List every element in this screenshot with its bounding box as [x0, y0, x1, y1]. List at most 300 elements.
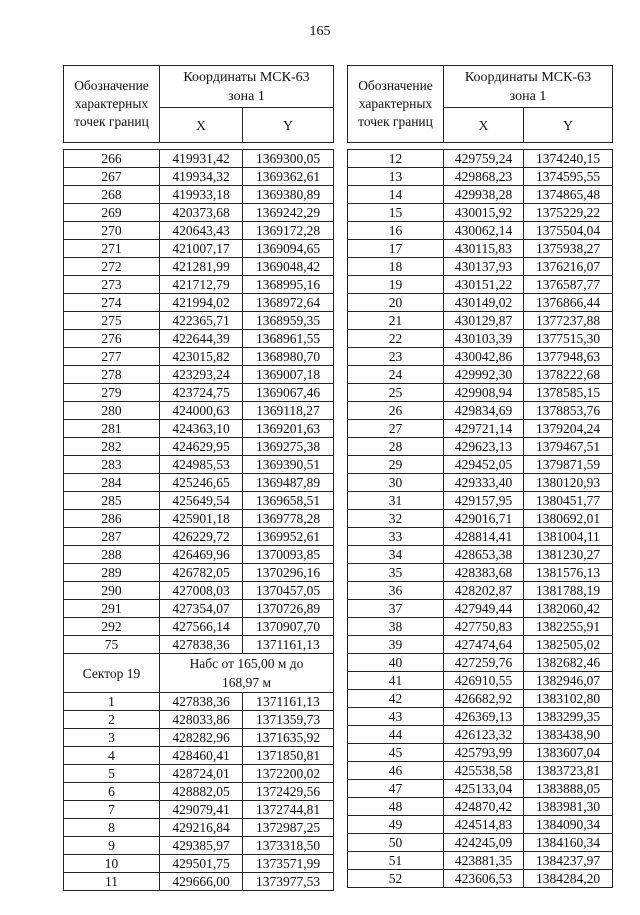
y-coordinate-cell: 1381788,19 [524, 582, 613, 600]
point-id-cell: 291 [64, 600, 160, 618]
y-coordinate-cell: 1375938,27 [524, 240, 613, 258]
y-coordinate-cell: 1376866,44 [524, 294, 613, 312]
y-coordinate-cell: 1369390,51 [243, 456, 334, 474]
table-row [348, 564, 613, 582]
point-id-cell: 29 [348, 456, 444, 474]
y-coordinate-cell: 1376587,77 [524, 276, 613, 294]
table-row [348, 672, 613, 690]
page-number: 165 [309, 24, 331, 39]
point-id-cell: 16 [348, 222, 444, 240]
x-coordinate-cell: 429501,75 [160, 855, 243, 873]
x-coordinate-cell: 429721,14 [444, 420, 524, 438]
point-id-cell: 7 [64, 801, 160, 819]
x-coordinate-cell: 423606,53 [444, 870, 524, 888]
x-coordinate-cell: 428653,38 [444, 546, 524, 564]
y-coordinate-cell: 1384284,20 [524, 870, 613, 888]
point-id-cell: 3 [64, 729, 160, 747]
table-row [348, 816, 613, 834]
header-y: Y [524, 108, 613, 143]
table-row [348, 834, 613, 852]
x-coordinate-cell: 429908,94 [444, 384, 524, 402]
y-coordinate-cell: 1368959,35 [243, 312, 334, 330]
x-coordinate-cell: 430015,92 [444, 204, 524, 222]
x-coordinate-cell: 429216,84 [160, 819, 243, 837]
y-coordinate-cell: 1378222,68 [524, 366, 613, 384]
y-coordinate-cell: 1382946,07 [524, 672, 613, 690]
x-coordinate-cell: 427838,36 [160, 636, 243, 654]
point-id-cell: 39 [348, 636, 444, 654]
table-row [348, 870, 613, 888]
y-coordinate-cell: 1384237,97 [524, 852, 613, 870]
point-id-cell: 285 [64, 492, 160, 510]
point-id-cell: 30 [348, 474, 444, 492]
table-row [348, 150, 613, 168]
table-row [348, 852, 613, 870]
y-coordinate-cell: 1379467,51 [524, 438, 613, 456]
x-coordinate-cell: 429938,28 [444, 186, 524, 204]
table-row [348, 510, 613, 528]
point-id-cell: 19 [348, 276, 444, 294]
table-row [348, 168, 613, 186]
y-coordinate-cell: 1374865,48 [524, 186, 613, 204]
x-coordinate-cell: 430103,39 [444, 330, 524, 348]
y-coordinate-cell: 1372744,81 [243, 801, 334, 819]
y-coordinate-cell: 1369118,27 [243, 402, 334, 420]
y-coordinate-cell: 1378585,15 [524, 384, 613, 402]
point-id-cell: 272 [64, 258, 160, 276]
x-coordinate-cell: 424629,95 [160, 438, 243, 456]
x-coordinate-cell: 419931,42 [160, 150, 243, 168]
x-coordinate-cell: 426229,72 [160, 528, 243, 546]
x-coordinate-cell: 430129,87 [444, 312, 524, 330]
point-id-cell: 2 [64, 711, 160, 729]
x-coordinate-cell: 421281,99 [160, 258, 243, 276]
x-coordinate-cell: 424363,10 [160, 420, 243, 438]
point-id-cell: 22 [348, 330, 444, 348]
point-id-cell: 5 [64, 765, 160, 783]
table-row [64, 819, 334, 837]
point-id-cell: 34 [348, 546, 444, 564]
point-id-cell: 292 [64, 618, 160, 636]
point-id-cell: 35 [348, 564, 444, 582]
table-row [64, 438, 334, 456]
point-id-cell: 45 [348, 744, 444, 762]
y-coordinate-cell: 1369172,28 [243, 222, 334, 240]
y-coordinate-cell: 1380692,01 [524, 510, 613, 528]
x-coordinate-cell: 429333,40 [444, 474, 524, 492]
y-coordinate-cell: 1373571,99 [243, 855, 334, 873]
table-row [64, 492, 334, 510]
x-coordinate-cell: 423724,75 [160, 384, 243, 402]
header-point-label: Обозначение характерных точек границ [64, 66, 160, 143]
table-row [64, 837, 334, 855]
y-coordinate-cell: 1382255,91 [524, 618, 613, 636]
y-coordinate-cell: 1369094,65 [243, 240, 334, 258]
table-row [64, 186, 334, 204]
point-id-cell: 282 [64, 438, 160, 456]
table-row [348, 762, 613, 780]
y-coordinate-cell: 1372987,25 [243, 819, 334, 837]
x-coordinate-cell: 420643,43 [160, 222, 243, 240]
table-row [64, 474, 334, 492]
point-id-cell: 27 [348, 420, 444, 438]
coordinates-table-right [347, 65, 613, 888]
point-id-cell: 51 [348, 852, 444, 870]
x-coordinate-cell: 426369,13 [444, 708, 524, 726]
y-coordinate-cell: 1370093,85 [243, 546, 334, 564]
x-coordinate-cell: 429868,23 [444, 168, 524, 186]
y-coordinate-cell: 1369487,89 [243, 474, 334, 492]
table-row [348, 744, 613, 762]
y-coordinate-cell: 1371161,13 [243, 693, 334, 711]
table-row [64, 546, 334, 564]
x-coordinate-cell: 429992,30 [444, 366, 524, 384]
y-coordinate-cell: 1369275,38 [243, 438, 334, 456]
table-row [64, 312, 334, 330]
x-coordinate-cell: 423881,35 [444, 852, 524, 870]
table-row [64, 636, 334, 654]
y-coordinate-cell: 1382682,46 [524, 654, 613, 672]
table-row [348, 690, 613, 708]
point-id-cell: 40 [348, 654, 444, 672]
point-id-cell: 290 [64, 582, 160, 600]
point-id-cell: 48 [348, 798, 444, 816]
y-coordinate-cell: 1371161,13 [243, 636, 334, 654]
point-id-cell: 284 [64, 474, 160, 492]
y-coordinate-cell: 1368972,64 [243, 294, 334, 312]
point-id-cell: 52 [348, 870, 444, 888]
x-coordinate-cell: 423293,24 [160, 366, 243, 384]
y-coordinate-cell: 1374595,55 [524, 168, 613, 186]
point-id-cell: 15 [348, 204, 444, 222]
x-coordinate-cell: 429759,24 [444, 150, 524, 168]
table-row [64, 420, 334, 438]
table-row [64, 510, 334, 528]
x-coordinate-cell: 427008,03 [160, 582, 243, 600]
x-coordinate-cell: 425246,65 [160, 474, 243, 492]
table-row [64, 528, 334, 546]
y-coordinate-cell: 1383438,90 [524, 726, 613, 744]
y-coordinate-cell: 1375229,22 [524, 204, 613, 222]
point-id-cell: 14 [348, 186, 444, 204]
point-id-cell: 289 [64, 564, 160, 582]
x-coordinate-cell: 428724,01 [160, 765, 243, 783]
point-id-cell: 266 [64, 150, 160, 168]
x-coordinate-cell: 430149,02 [444, 294, 524, 312]
point-id-cell: 75 [64, 636, 160, 654]
table-row [64, 600, 334, 618]
y-coordinate-cell: 1379871,59 [524, 456, 613, 474]
x-coordinate-cell: 419934,32 [160, 168, 243, 186]
table-row [348, 492, 613, 510]
sector-note: Набс от 165,00 м до 168,97 м [160, 654, 334, 693]
y-coordinate-cell: 1376216,07 [524, 258, 613, 276]
y-coordinate-cell: 1369778,28 [243, 510, 334, 528]
y-coordinate-cell: 1375504,04 [524, 222, 613, 240]
point-id-cell: 50 [348, 834, 444, 852]
y-coordinate-cell: 1373318,50 [243, 837, 334, 855]
y-coordinate-cell: 1372429,56 [243, 783, 334, 801]
x-coordinate-cell: 425793,99 [444, 744, 524, 762]
table-row [64, 873, 334, 891]
x-coordinate-cell: 422644,39 [160, 330, 243, 348]
x-coordinate-cell: 421007,17 [160, 240, 243, 258]
y-coordinate-cell: 1369242,29 [243, 204, 334, 222]
x-coordinate-cell: 425901,18 [160, 510, 243, 528]
x-coordinate-cell: 430151,22 [444, 276, 524, 294]
x-coordinate-cell: 419933,18 [160, 186, 243, 204]
y-coordinate-cell: 1383981,30 [524, 798, 613, 816]
x-coordinate-cell: 428202,87 [444, 582, 524, 600]
x-coordinate-cell: 426469,96 [160, 546, 243, 564]
y-coordinate-cell: 1372200,02 [243, 765, 334, 783]
point-id-cell: 268 [64, 186, 160, 204]
y-coordinate-cell: 1374240,15 [524, 150, 613, 168]
table-row [64, 402, 334, 420]
y-coordinate-cell: 1371850,81 [243, 747, 334, 765]
table-row [348, 600, 613, 618]
x-coordinate-cell: 427354,07 [160, 600, 243, 618]
table-row [64, 258, 334, 276]
point-id-cell: 32 [348, 510, 444, 528]
y-coordinate-cell: 1370726,89 [243, 600, 334, 618]
table-row [64, 765, 334, 783]
point-id-cell: 37 [348, 600, 444, 618]
x-coordinate-cell: 428282,96 [160, 729, 243, 747]
header-x: X [444, 108, 524, 143]
header-coordinates: Координаты МСК-63 зона 1 [160, 66, 334, 108]
table-row [64, 618, 334, 636]
y-coordinate-cell: 1381004,11 [524, 528, 613, 546]
table-row [64, 729, 334, 747]
y-coordinate-cell: 1377237,88 [524, 312, 613, 330]
header-point-label: Обозначение характерных точек границ [348, 66, 444, 143]
point-id-cell: 41 [348, 672, 444, 690]
point-id-cell: 274 [64, 294, 160, 312]
x-coordinate-cell: 422365,71 [160, 312, 243, 330]
point-id-cell: 281 [64, 420, 160, 438]
table-row [348, 582, 613, 600]
sector-label: Сектор 19 [64, 654, 160, 693]
x-coordinate-cell: 426782,05 [160, 564, 243, 582]
x-coordinate-cell: 430042,86 [444, 348, 524, 366]
table-row [64, 783, 334, 801]
point-id-cell: 273 [64, 276, 160, 294]
point-id-cell: 23 [348, 348, 444, 366]
x-coordinate-cell: 430137,93 [444, 258, 524, 276]
table-row [348, 204, 613, 222]
table-row [348, 420, 613, 438]
header-y: Y [243, 108, 334, 143]
y-coordinate-cell: 1381576,13 [524, 564, 613, 582]
y-coordinate-cell: 1369007,18 [243, 366, 334, 384]
y-coordinate-cell: 1369380,89 [243, 186, 334, 204]
point-id-cell: 28 [348, 438, 444, 456]
x-coordinate-cell: 427474,64 [444, 636, 524, 654]
x-coordinate-cell: 425133,04 [444, 780, 524, 798]
y-coordinate-cell: 1368995,16 [243, 276, 334, 294]
x-coordinate-cell: 424245,09 [444, 834, 524, 852]
y-coordinate-cell: 1383723,81 [524, 762, 613, 780]
point-id-cell: 11 [64, 873, 160, 891]
x-coordinate-cell: 429666,00 [160, 873, 243, 891]
point-id-cell: 279 [64, 384, 160, 402]
table-row [348, 330, 613, 348]
point-id-cell: 269 [64, 204, 160, 222]
y-coordinate-cell: 1383102,80 [524, 690, 613, 708]
point-id-cell: 13 [348, 168, 444, 186]
y-coordinate-cell: 1383299,35 [524, 708, 613, 726]
table-row [64, 366, 334, 384]
table-row [348, 384, 613, 402]
table-row [64, 384, 334, 402]
table-row [348, 312, 613, 330]
header-coordinates: Координаты МСК-63 зона 1 [444, 66, 613, 108]
table-row [64, 330, 334, 348]
x-coordinate-cell: 424514,83 [444, 816, 524, 834]
x-coordinate-cell: 429079,41 [160, 801, 243, 819]
coordinates-table-left [63, 65, 334, 891]
x-coordinate-cell: 421994,02 [160, 294, 243, 312]
table-row [64, 276, 334, 294]
x-coordinate-cell: 424870,42 [444, 798, 524, 816]
y-coordinate-cell: 1369952,61 [243, 528, 334, 546]
table-row [64, 693, 334, 711]
table-row [348, 438, 613, 456]
table-row [64, 801, 334, 819]
table-row [348, 222, 613, 240]
y-coordinate-cell: 1369067,46 [243, 384, 334, 402]
point-id-cell: 287 [64, 528, 160, 546]
point-id-cell: 36 [348, 582, 444, 600]
y-coordinate-cell: 1368961,55 [243, 330, 334, 348]
y-coordinate-cell: 1371359,73 [243, 711, 334, 729]
x-coordinate-cell: 420373,68 [160, 204, 243, 222]
y-coordinate-cell: 1383607,04 [524, 744, 613, 762]
y-coordinate-cell: 1373977,53 [243, 873, 334, 891]
x-coordinate-cell: 429385,97 [160, 837, 243, 855]
x-coordinate-cell: 423015,82 [160, 348, 243, 366]
x-coordinate-cell: 427949,44 [444, 600, 524, 618]
y-coordinate-cell: 1370296,16 [243, 564, 334, 582]
y-coordinate-cell: 1384090,34 [524, 816, 613, 834]
table-row [64, 150, 334, 168]
y-coordinate-cell: 1370457,05 [243, 582, 334, 600]
y-coordinate-cell: 1369658,51 [243, 492, 334, 510]
point-id-cell: 33 [348, 528, 444, 546]
y-coordinate-cell: 1383888,05 [524, 780, 613, 798]
x-coordinate-cell: 429452,05 [444, 456, 524, 474]
point-id-cell: 12 [348, 150, 444, 168]
point-id-cell: 42 [348, 690, 444, 708]
x-coordinate-cell: 430062,14 [444, 222, 524, 240]
point-id-cell: 31 [348, 492, 444, 510]
table-row [348, 528, 613, 546]
point-id-cell: 286 [64, 510, 160, 528]
table-row [64, 222, 334, 240]
table-row [348, 780, 613, 798]
y-coordinate-cell: 1370907,70 [243, 618, 334, 636]
table-row [348, 726, 613, 744]
table-row [348, 546, 613, 564]
y-coordinate-cell: 1377948,63 [524, 348, 613, 366]
table-row [64, 855, 334, 873]
y-coordinate-cell: 1382505,02 [524, 636, 613, 654]
x-coordinate-cell: 427750,83 [444, 618, 524, 636]
point-id-cell: 43 [348, 708, 444, 726]
point-id-cell: 49 [348, 816, 444, 834]
y-coordinate-cell: 1382060,42 [524, 600, 613, 618]
table-row [348, 474, 613, 492]
table-row [348, 618, 613, 636]
x-coordinate-cell: 425649,54 [160, 492, 243, 510]
x-coordinate-cell: 426910,55 [444, 672, 524, 690]
y-coordinate-cell: 1369362,61 [243, 168, 334, 186]
x-coordinate-cell: 421712,79 [160, 276, 243, 294]
point-id-cell: 270 [64, 222, 160, 240]
point-id-cell: 275 [64, 312, 160, 330]
point-id-cell: 38 [348, 618, 444, 636]
point-id-cell: 44 [348, 726, 444, 744]
table-row [64, 294, 334, 312]
point-id-cell: 46 [348, 762, 444, 780]
header-x: X [160, 108, 243, 143]
table-row [348, 294, 613, 312]
point-id-cell: 277 [64, 348, 160, 366]
table-row [348, 366, 613, 384]
point-id-cell: 280 [64, 402, 160, 420]
y-coordinate-cell: 1380451,77 [524, 492, 613, 510]
point-id-cell: 47 [348, 780, 444, 798]
y-coordinate-cell: 1369300,05 [243, 150, 334, 168]
table-row [348, 240, 613, 258]
y-coordinate-cell: 1384160,34 [524, 834, 613, 852]
table-row [64, 582, 334, 600]
point-id-cell: 8 [64, 819, 160, 837]
x-coordinate-cell: 429623,13 [444, 438, 524, 456]
table-row [348, 654, 613, 672]
x-coordinate-cell: 428460,41 [160, 747, 243, 765]
point-id-cell: 288 [64, 546, 160, 564]
table-row [348, 186, 613, 204]
x-coordinate-cell: 426123,32 [444, 726, 524, 744]
point-id-cell: 20 [348, 294, 444, 312]
y-coordinate-cell: 1371635,92 [243, 729, 334, 747]
x-coordinate-cell: 425538,58 [444, 762, 524, 780]
point-id-cell: 267 [64, 168, 160, 186]
y-coordinate-cell: 1381230,27 [524, 546, 613, 564]
point-id-cell: 283 [64, 456, 160, 474]
x-coordinate-cell: 424985,53 [160, 456, 243, 474]
table-row [64, 204, 334, 222]
table-row [348, 636, 613, 654]
point-id-cell: 6 [64, 783, 160, 801]
table-row [64, 564, 334, 582]
point-id-cell: 10 [64, 855, 160, 873]
x-coordinate-cell: 430115,83 [444, 240, 524, 258]
x-coordinate-cell: 428033,86 [160, 711, 243, 729]
x-coordinate-cell: 429016,71 [444, 510, 524, 528]
table-row [348, 348, 613, 366]
y-coordinate-cell: 1369048,42 [243, 258, 334, 276]
x-coordinate-cell: 429834,69 [444, 402, 524, 420]
x-coordinate-cell: 428814,41 [444, 528, 524, 546]
point-id-cell: 4 [64, 747, 160, 765]
table-row [64, 168, 334, 186]
x-coordinate-cell: 429157,95 [444, 492, 524, 510]
x-coordinate-cell: 424000,63 [160, 402, 243, 420]
table-row [64, 348, 334, 366]
